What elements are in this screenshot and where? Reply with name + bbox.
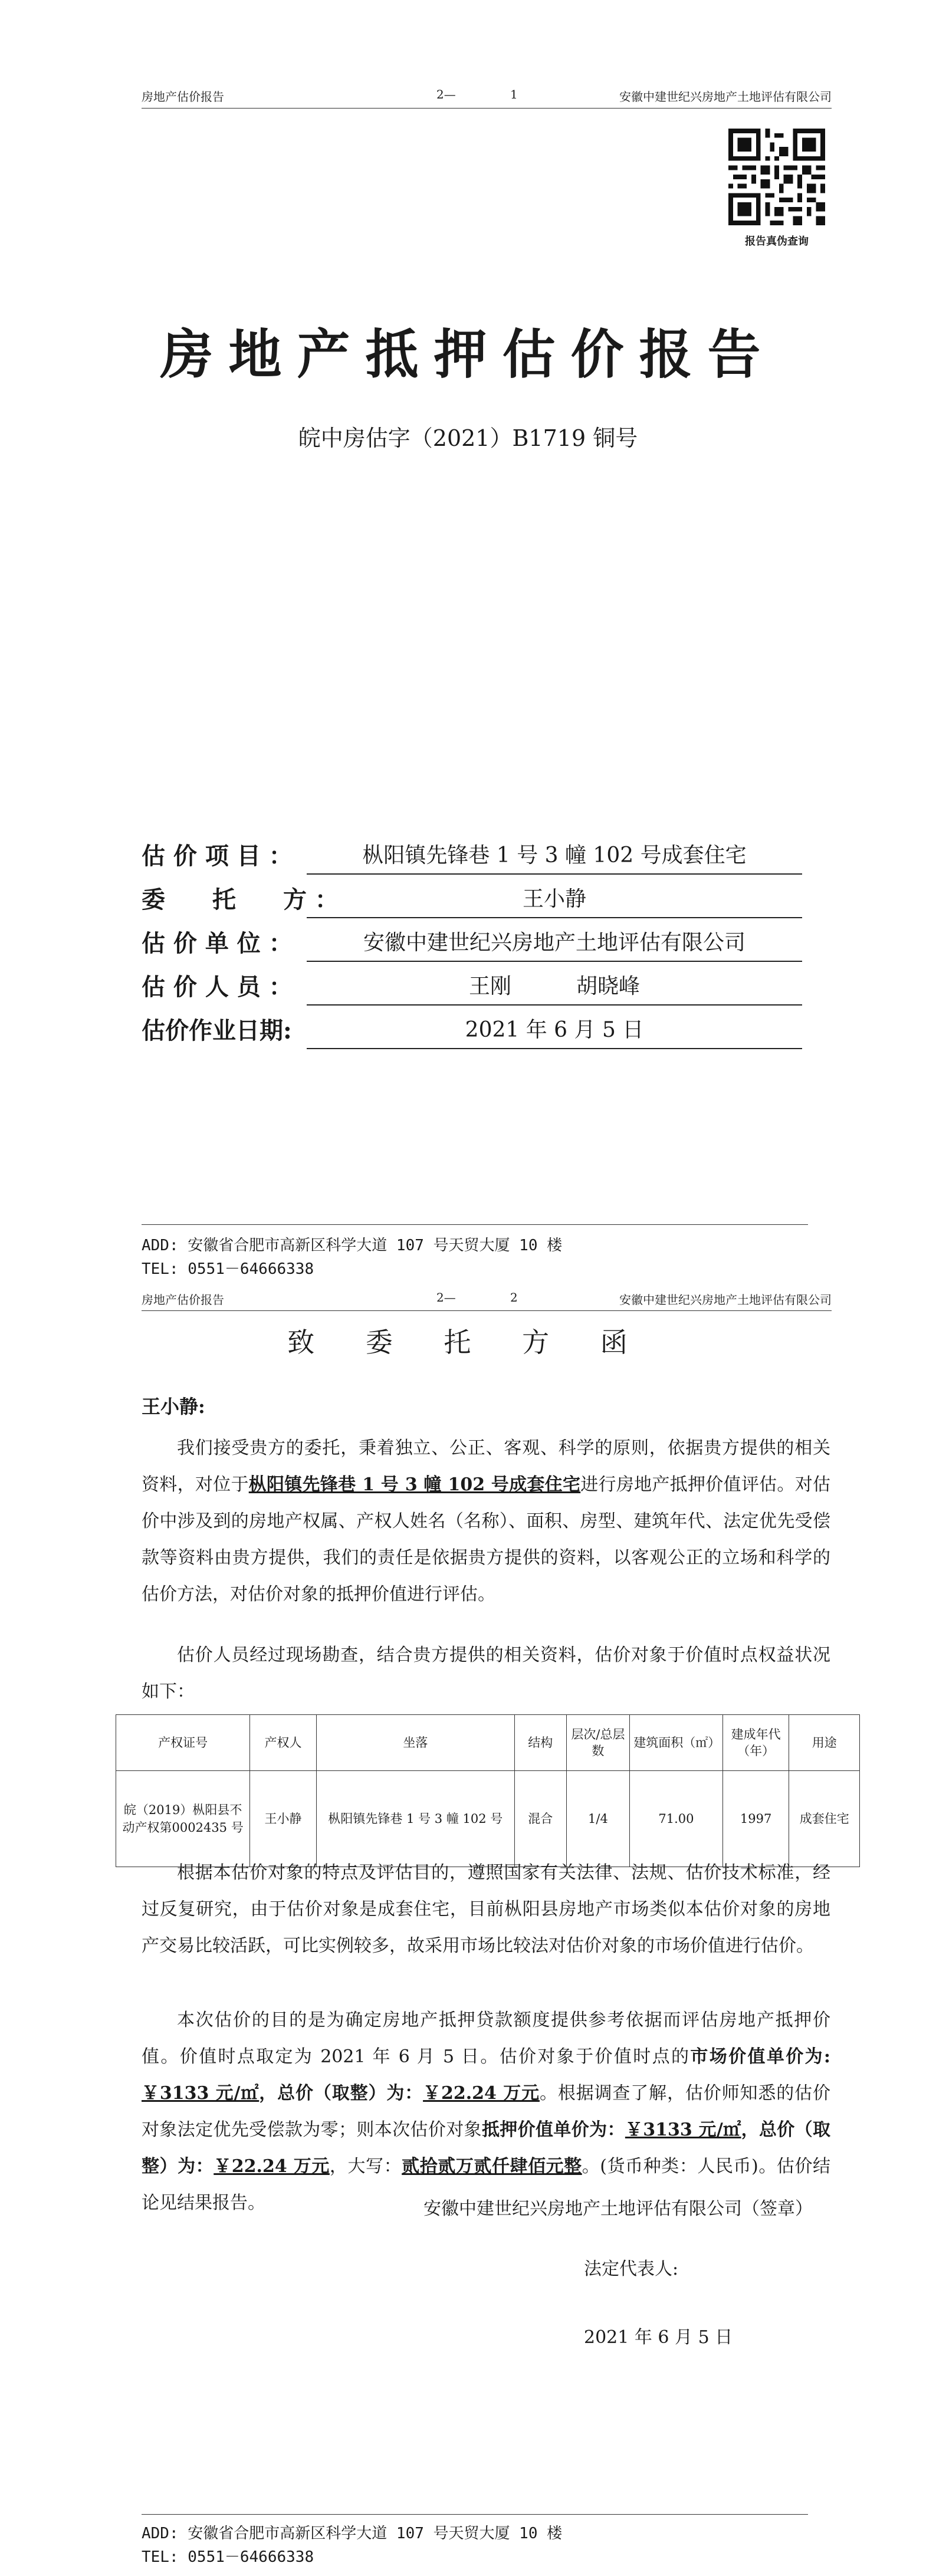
header-report-label: 房地产估价报告: [142, 90, 224, 104]
table-row: [116, 1771, 860, 1867]
table-header: 产权证号: [116, 1715, 250, 1771]
table-header: 建成年代（年）: [722, 1715, 789, 1771]
info-row-project: [142, 830, 802, 872]
header-company: 安徽中建世纪兴房地产土地评估有限公司: [619, 90, 832, 104]
info-row-staff: [142, 961, 802, 1003]
signature-date: 2021 年 6 月 5 日: [584, 2327, 733, 2348]
footer-address: ADD: 安徽省合肥市高新区科学大道 107 号天贸大厦 10 楼: [142, 2525, 563, 2542]
qr-caption: 报告真伪查询: [745, 235, 809, 248]
salutation: 王小静:: [142, 1395, 205, 1418]
paragraph-intro: 我们接受贵方的委托，秉着独立、公正、客观、科学的原则，依据贵方提供的相关资料，对位于枞阳镇先锋巷 1 号 3 幢 102 号成套住宅进行房地产抵押价值评估。对估价中涉及到的房地产权属、产权人姓名（名称）、面积、房型、建筑年代、法定优先受偿款等资料由贵方提供，我们的责任是依据贵方提供的资料，以客观公正的立场和科学的估价方法，对估价对象的抵押价值进行评估。: [142, 1438, 830, 1605]
report-number: 皖中房估字（2021）B1719 铜号: [298, 425, 638, 451]
info-value: [307, 970, 802, 1006]
info-label: 估价作业日期:: [142, 1017, 292, 1044]
table-cell: 1/4: [566, 1771, 630, 1867]
header-divider: [142, 108, 832, 109]
market-total-price: ￥22.24 万元: [423, 2083, 540, 2104]
footer-address: ADD: 安徽省合肥市高新区科学大道 107 号天贸大厦 10 楼: [142, 1237, 563, 1254]
footer-phone: TEL: 0551－64666338: [142, 2548, 314, 2566]
table-cell: 成套住宅: [789, 1771, 860, 1867]
header-page-mark: 2—: [436, 1290, 456, 1305]
letter-title: 致 委 托 方 函: [287, 1326, 649, 1358]
info-label: 委 托 方 ：: [142, 886, 339, 914]
table-header-row: [116, 1715, 860, 1771]
table-header: 建筑面积（㎡）: [630, 1715, 722, 1771]
table-cell: 混合: [514, 1771, 566, 1867]
table-header: 结构: [514, 1715, 566, 1771]
signature-representative: 法定代表人:: [584, 2259, 679, 2279]
info-label: 估 价 人 员 ：: [142, 973, 293, 1001]
paragraph-conclusion: 本次估价的目的是为确定房地产抵押贷款额度提供参考依据而评估房地产抵押价值。价值时点取定为 2021 年 6 月 5 日。估价对象于价值时点的市场价值单价为:￥3133 元/㎡，总价（取整）为：￥22.24 万元。根据调查了解，估价师知悉的估价对象法定优先受偿款为零；则本次估价对象抵押价值单价为：￥3133 元/㎡，总价（取整）为：￥22.24 万元，大写：贰拾贰万贰仟肆佰元整。(货币种类：人民币)。估价结论见结果报告。: [142, 2010, 831, 2213]
market-unit-price-label: 市场价值单价为:: [690, 2046, 830, 2067]
header-page-number: 2: [510, 1290, 518, 1305]
table-cell: 1997: [722, 1771, 789, 1867]
signature-company: 安徽中建世纪兴房地产土地评估有限公司（签章）: [423, 2199, 813, 2219]
header-page-number: 1: [510, 87, 518, 101]
staff-name-1: 王刚: [468, 974, 511, 998]
table-cell: 71.00: [630, 1771, 722, 1867]
info-value: 枞阳镇先锋巷 1 号 3 幢 102 号成套住宅: [307, 839, 802, 875]
header-divider: [142, 1310, 832, 1311]
info-label: 估 价 项 目 ：: [142, 842, 293, 870]
table-cell: 王小静: [250, 1771, 317, 1867]
qr-code-icon[interactable]: [728, 129, 825, 225]
paragraph-survey: 估价人员经过现场勘查，结合贵方提供的相关资料，估价对象于价值时点权益状况如下：: [142, 1645, 830, 1702]
footer-phone: TEL: 0551－64666338: [142, 1260, 314, 1278]
property-address: 枞阳镇先锋巷 1 号 3 幢 102 号成套住宅: [248, 1474, 581, 1495]
table-header: 产权人: [250, 1715, 317, 1771]
footer-divider: [142, 2514, 808, 2515]
info-row-client: [142, 874, 802, 915]
info-row-date: [142, 1005, 802, 1046]
footer-divider: [142, 1224, 808, 1225]
header-page-mark: 2—: [436, 87, 456, 101]
table-cell: 皖（2019）枞阳县不动产权第0002435 号: [116, 1771, 250, 1867]
info-label: 估 价 单 位 ：: [142, 929, 293, 957]
table-header: 层次/总层数: [566, 1715, 630, 1771]
table-header: 坐落: [316, 1715, 514, 1771]
header-company: 安徽中建世纪兴房地产土地评估有限公司: [619, 1293, 832, 1307]
info-value: 安徽中建世纪兴房地产土地评估有限公司: [307, 926, 802, 962]
market-unit-price: ￥3133 元/㎡: [142, 2083, 260, 2104]
mortgage-total-price: ￥22.24 万元: [214, 2156, 330, 2177]
staff-name-2: 胡晓峰: [576, 974, 641, 998]
paragraph-method: 根据本估价对象的特点及评估目的，遵照国家有关法律、法规、估价技术标准，经过反复研究，由于估价对象是成套住宅，目前枞阳县房地产市场类似本估价对象的房地产交易比较活跃，可比实例较多，故采用市场比较法对估价对象的市场价值进行估价。: [142, 1862, 830, 1956]
header-report-label: 房地产估价报告: [142, 1293, 224, 1307]
mortgage-unit-price-label: 抵押价值单价为：: [481, 2120, 625, 2140]
property-table: [116, 1714, 860, 1867]
info-value: 2021 年 6 月 5 日: [307, 1013, 802, 1049]
table-cell: 枞阳镇先锋巷 1 号 3 幢 102 号: [316, 1771, 514, 1867]
info-row-appraiser: [142, 918, 802, 959]
amount-in-words: 贰拾贰万贰仟肆佰元整: [402, 2156, 582, 2177]
info-value: 王小静: [307, 882, 802, 918]
mortgage-unit-price: ￥3133 元/㎡: [625, 2120, 741, 2140]
report-title: 房地产抵押估价报告: [160, 323, 776, 386]
table-header: 用途: [789, 1715, 860, 1771]
